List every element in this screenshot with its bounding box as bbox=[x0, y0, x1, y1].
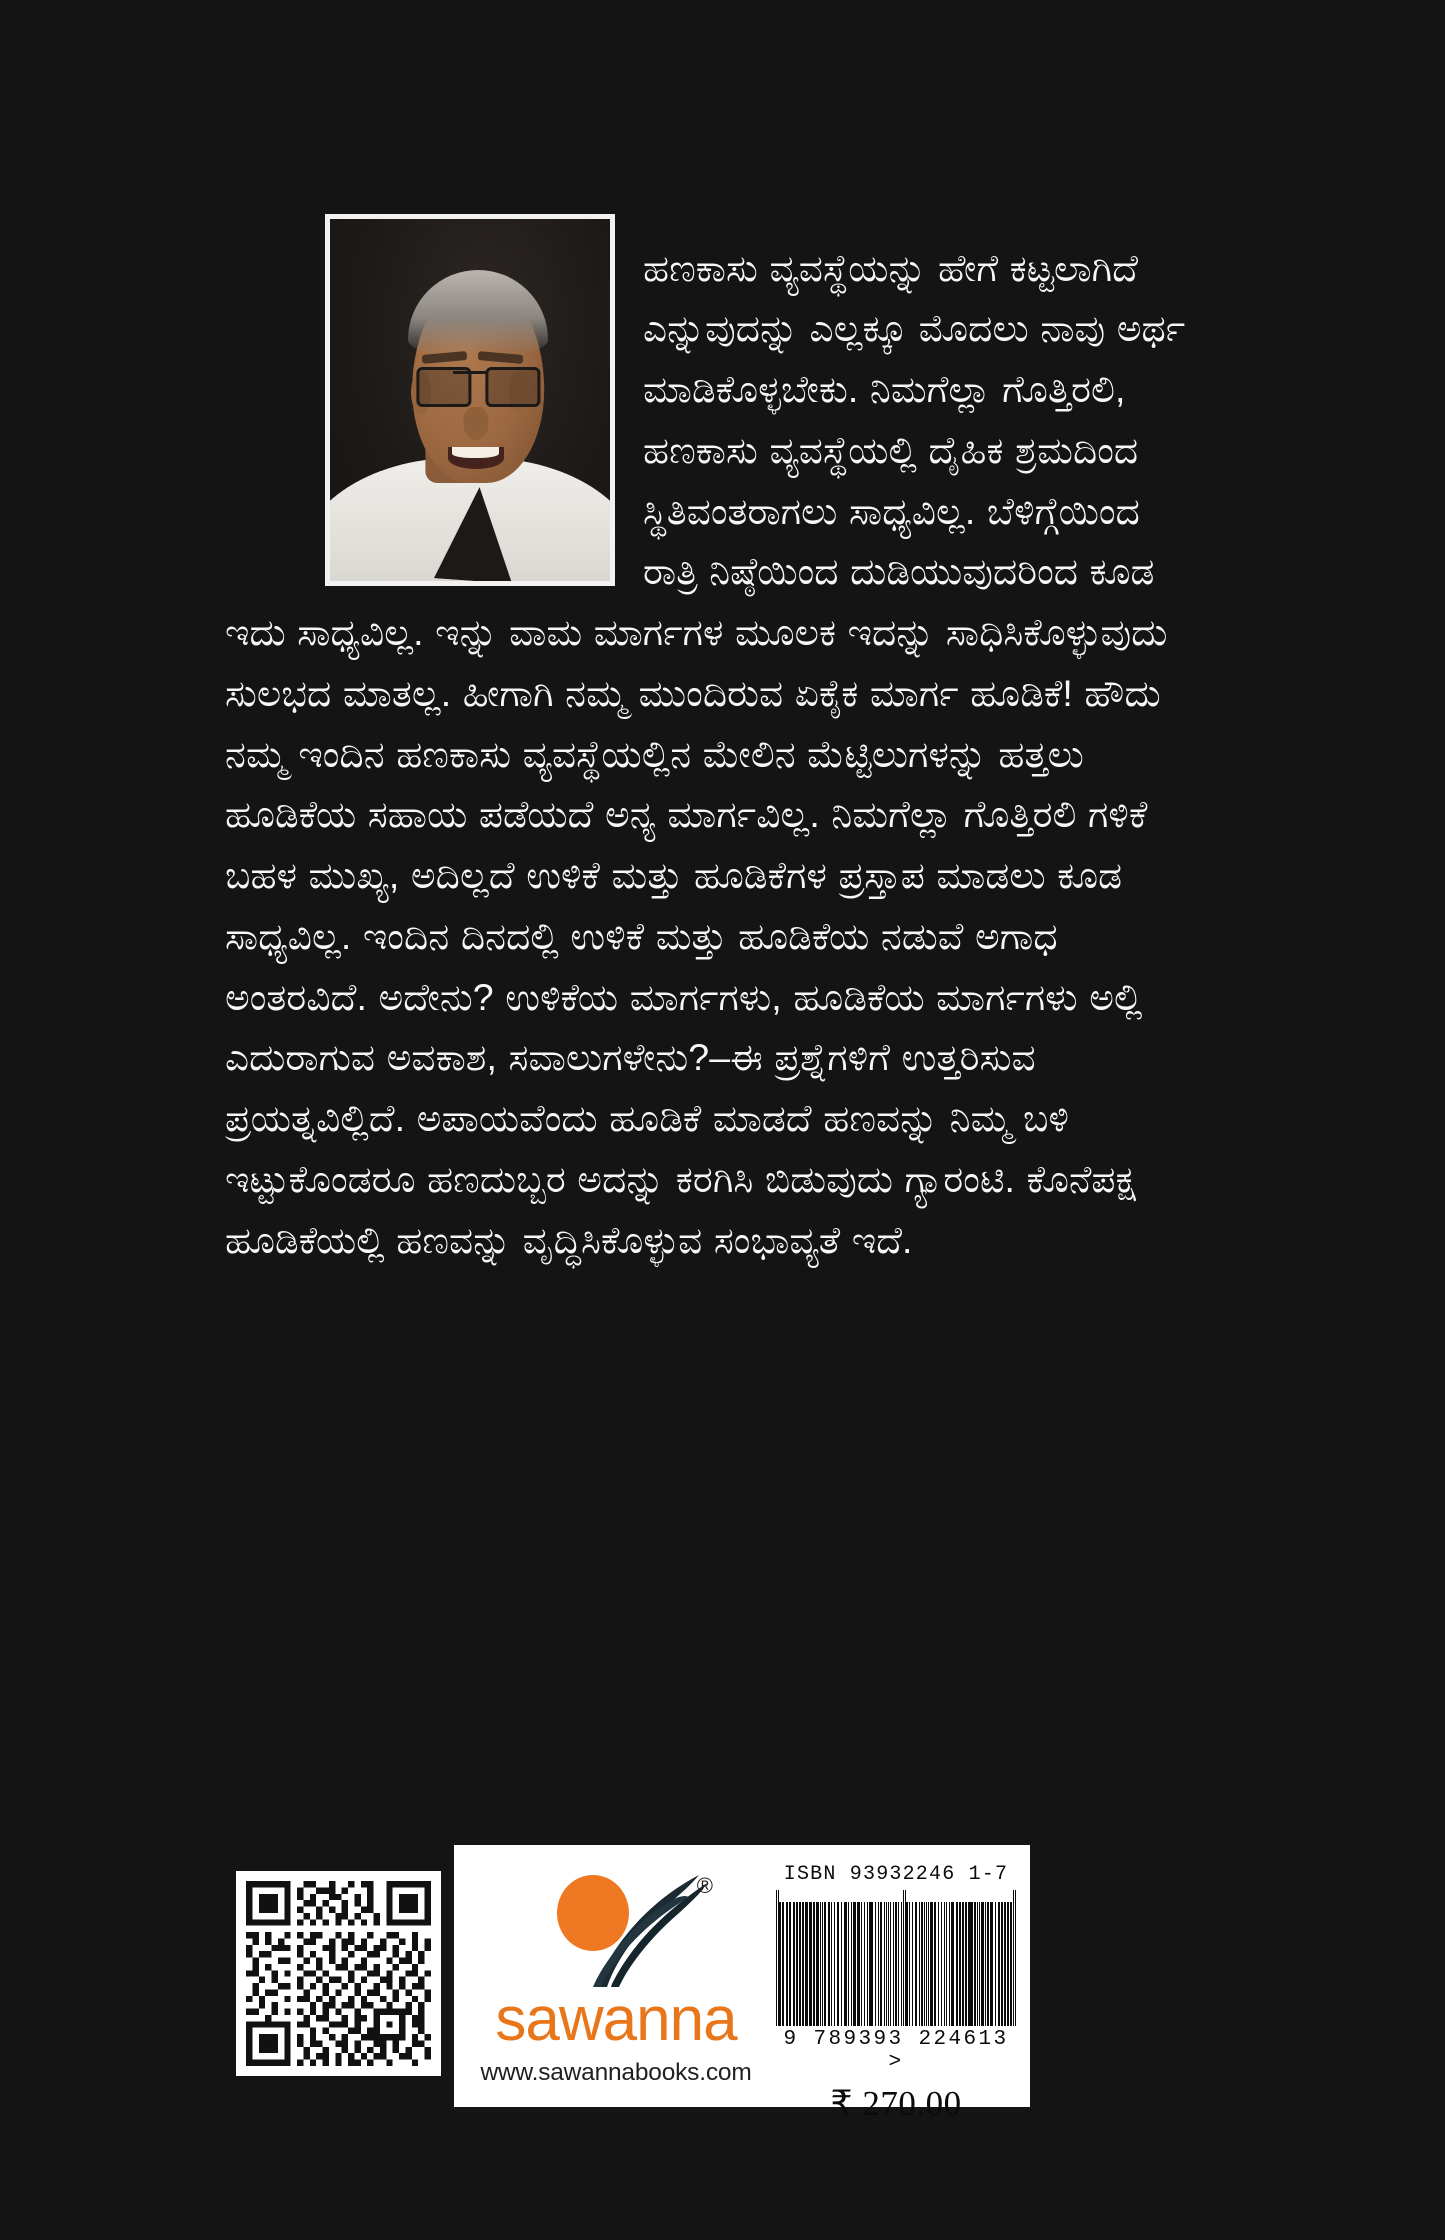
sawanna-logo-icon bbox=[511, 1867, 721, 1987]
ean-barcode-bars bbox=[776, 1890, 1016, 2026]
publisher-name: sawanna bbox=[495, 1985, 737, 2054]
blurb-section bbox=[225, 200, 1200, 1308]
publisher-website[interactable]: www.sawannabooks.com bbox=[480, 2059, 752, 2086]
publisher-logo-area bbox=[478, 1867, 754, 2086]
author-photo-frame bbox=[325, 214, 615, 586]
barcode-area bbox=[776, 1863, 1016, 2124]
ean-digits: 9 789393 224613 > bbox=[783, 2028, 1009, 2074]
qr-code[interactable] bbox=[236, 1871, 441, 2076]
isbn-text: ISBN 93932246 1-7 bbox=[783, 1863, 1009, 1886]
author-portrait bbox=[330, 219, 610, 581]
price-label: ₹ 270.00 bbox=[830, 2084, 962, 2123]
registered-trademark-icon: ® bbox=[696, 1873, 713, 1898]
cover-footer bbox=[0, 1845, 1445, 2123]
blurb-text: ಹಣಕಾಸು ವ್ಯವಸ್ಥೆಯನ್ನು ಹೇಗೆ ಕಟ್ಟಲಾಗಿದೆ ಎನ್ನುವುದನ್ನು ಎಲ್ಲಕ್ಕೂ ಮೊದಲು ನಾವು ಅರ್ಥ ಮಾಡಿಕೊಳ್ಳಬೇಕು. ನಿಮಗೆಲ್ಲಾ ಗೊತ್ತಿರಲಿ, ಹಣಕಾಸು ವ್ಯವಸ್ಥೆಯಲ್ಲಿ ದೈಹಿಕ ಶ್ರಮದಿಂದ ಸ್ಥಿತಿವಂತರಾಗಲು ಸಾಧ್ಯವಿಲ್ಲ. ಬೆಳಿಗ್ಗೆಯಿಂದ ರಾತ್ರಿ ನಿಷ್ಠೆಯಿಂದ ದುಡಿಯುವುದರಿಂದ ಕೂಡ ಇದು ಸಾಧ್ಯವಿಲ್ಲ. ಇನ್ನು ವಾಮ ಮಾರ್ಗಗಳ ಮೂಲಕ ಇದನ್ನು ಸಾಧಿಸಿಕೊಳ್ಳುವುದು ಸುಲಭದ ಮಾತಲ್ಲ. ಹೀಗಾಗಿ ನಮ್ಮ ಮುಂದಿರುವ ಏಕೈಕ ಮಾರ್ಗ ಹೂಡಿಕೆ! ಹೌದು ನಮ್ಮ ಇಂದಿನ ಹಣಕಾಸು ವ್ಯವಸ್ಥೆಯಲ್ಲಿನ ಮೇಲಿನ ಮೆಟ್ಟಿಲುಗಳನ್ನು ಹತ್ತಲು ಹೂಡಿಕೆಯ ಸಹಾಯ ಪಡೆಯದೆ ಅನ್ಯ ಮಾರ್ಗವಿಲ್ಲ. ನಿಮಗೆಲ್ಲಾ ಗೊತ್ತಿರಲಿ ಗಳಿಕೆ ಬಹಳ ಮುಖ್ಯ, ಅದಿಲ್ಲದೆ ಉಳಿಕೆ ಮತ್ತು ಹೂಡಿಕೆಗಳ ಪ್ರಸ್ತಾಪ ಮಾಡಲು ಕೂಡ ಸಾಧ್ಯವಿಲ್ಲ. ಇಂದಿನ ದಿನದಲ್ಲಿ ಉಳಿಕೆ ಮತ್ತು ಹೂಡಿಕೆಯ ನಡುವೆ ಅಗಾಧ ಅಂತರವಿದೆ. ಅದೇನು? ಉಳಿಕೆಯ ಮಾರ್ಗಗಳು, ಹೂಡಿಕೆಯ ಮಾರ್ಗಗಳು ಅಲ್ಲಿ ಎದುರಾಗುವ ಅವಕಾಶ, ಸವಾಲುಗಳೇನು?–ಈ ಪ್ರಶ್ನೆಗಳಿಗೆ ಉತ್ತರಿಸುವ ಪ್ರಯತ್ನವಿಲ್ಲಿದೆ. ಅಪಾಯವೆಂದು ಹೂಡಿಕೆ ಮಾಡದೆ ಹಣವನ್ನು ನಿಮ್ಮ ಬಳಿ ಇಟ್ಟುಕೊಂಡರೂ ಹಣದುಬ್ಬರ ಅದನ್ನು ಕರಗಿಸಿ ಬಿಡುವುದು ಗ್ಯಾರಂಟಿ. ಕೊನೆಪಕ್ಷ ಹೂಡಿಕೆಯಲ್ಲಿ ಹಣವನ್ನು ವೃದ್ಧಿಸಿಕೊಳ್ಳುವ ಸಂಭಾವ್ಯತೆ ಇದೆ. bbox=[225, 246, 1186, 1261]
publisher-panel bbox=[454, 1845, 1030, 2123]
